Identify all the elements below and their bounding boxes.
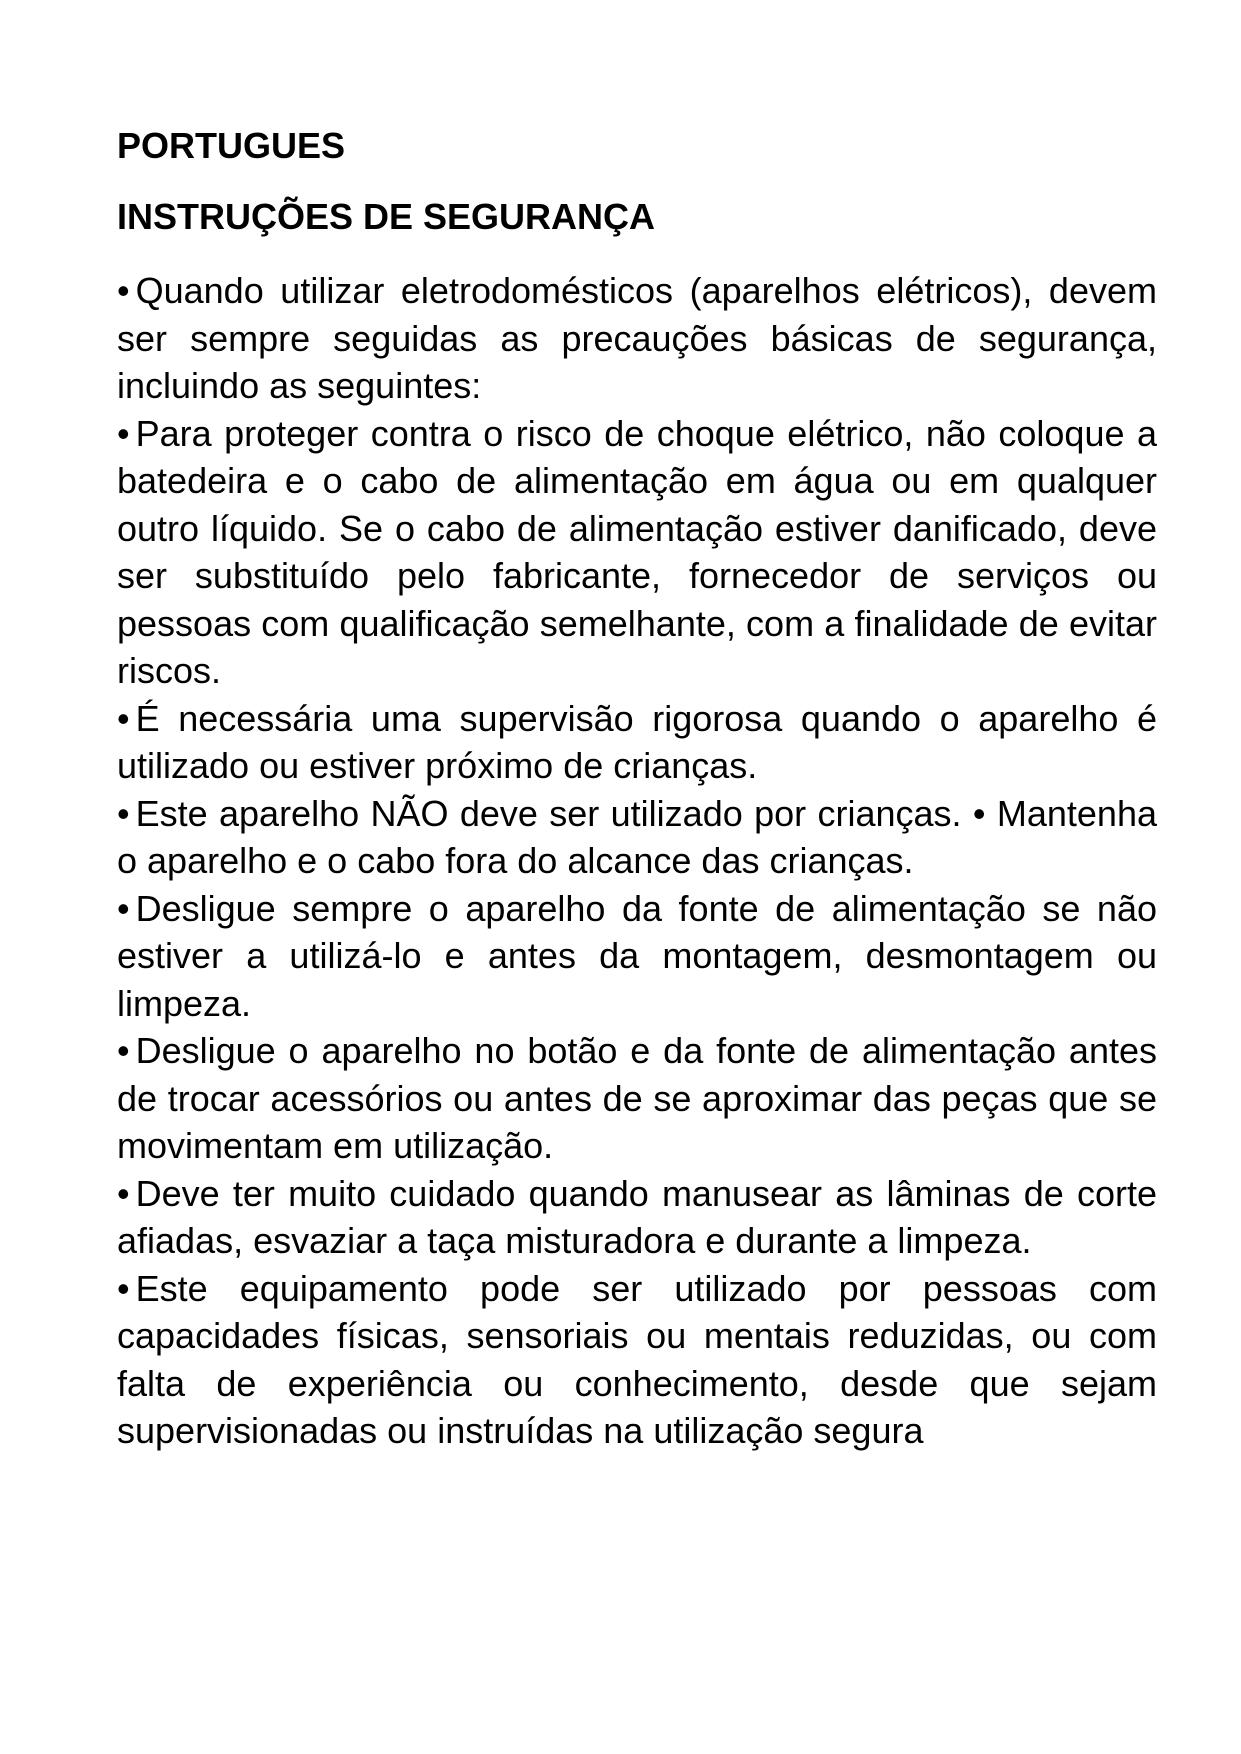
bullet-icon: • bbox=[117, 412, 130, 454]
bullet-icon: • bbox=[117, 792, 130, 834]
instruction-text: Este aparelho NÃO deve ser utilizado por crianças. • Mantenha o aparelho e o cabo fora do alcance das crianças. bbox=[117, 792, 1157, 881]
bullet-icon: • bbox=[117, 697, 130, 739]
language-heading: PORTUGUES bbox=[117, 125, 346, 166]
bullet-icon: • bbox=[117, 887, 130, 929]
instruction-item bbox=[117, 1265, 1157, 1455]
bullet-icon: • bbox=[117, 270, 130, 311]
instruction-item bbox=[117, 267, 1157, 410]
instruction-text: Desligue sempre o aparelho da fonte de alimentação se não estiver a utilizá-lo e antes da montagem, desmontagem ou limpeza. bbox=[117, 887, 1157, 1024]
section-heading: INSTRUÇÕES DE SEGURANÇA bbox=[117, 196, 656, 237]
instruction-text: Deve ter muito cuidado quando manusear as lâminas de corte afiadas, esvaziar a taça misturadora e durante a limpeza. bbox=[117, 1172, 1157, 1261]
instruction-item bbox=[117, 695, 1157, 790]
bullet-icon: • bbox=[117, 1267, 130, 1309]
instruction-item bbox=[117, 790, 1157, 885]
instruction-item bbox=[117, 1027, 1157, 1170]
bullet-icon: • bbox=[117, 1030, 130, 1071]
instruction-item bbox=[117, 1170, 1157, 1265]
instruction-text: Desligue o aparelho no botão e da fonte de alimentação antes de trocar acessórios ou antes de se aproximar das peças que se movimentam em utilização. bbox=[117, 1030, 1157, 1166]
instruction-item bbox=[117, 410, 1157, 695]
instruction-text: Para proteger contra o risco de choque elétrico, não coloque a batedeira e o cabo de alimentação em água ou em qualquer outro líquido. Se o cabo de alimentação estiver danificado, deve ser substituído pelo fabricante, fornecedor de serviços ou pessoas com qualificação semelhante, com a finalidade de evitar riscos. bbox=[117, 412, 1157, 691]
instruction-text: Quando utilizar eletrodomésticos (aparelhos elétricos), devem ser sempre seguidas as precauções básicas de segurança, incluindo as seguintes: bbox=[117, 270, 1157, 406]
bullet-icon: • bbox=[117, 1172, 130, 1214]
instruction-text: Este equipamento pode ser utilizado por pessoas com capacidades físicas, sensoriais ou mentais reduzidas, ou com falta de experiência ou conhecimento, desde que sejam supervisionadas ou instruídas na utilização segura bbox=[117, 1267, 1157, 1451]
instruction-text: É necessária uma supervisão rigorosa quando o aparelho é utilizado ou estiver próximo de crianças. bbox=[117, 697, 1157, 786]
instruction-item bbox=[117, 885, 1157, 1028]
safety-instructions-list bbox=[117, 267, 1157, 1455]
